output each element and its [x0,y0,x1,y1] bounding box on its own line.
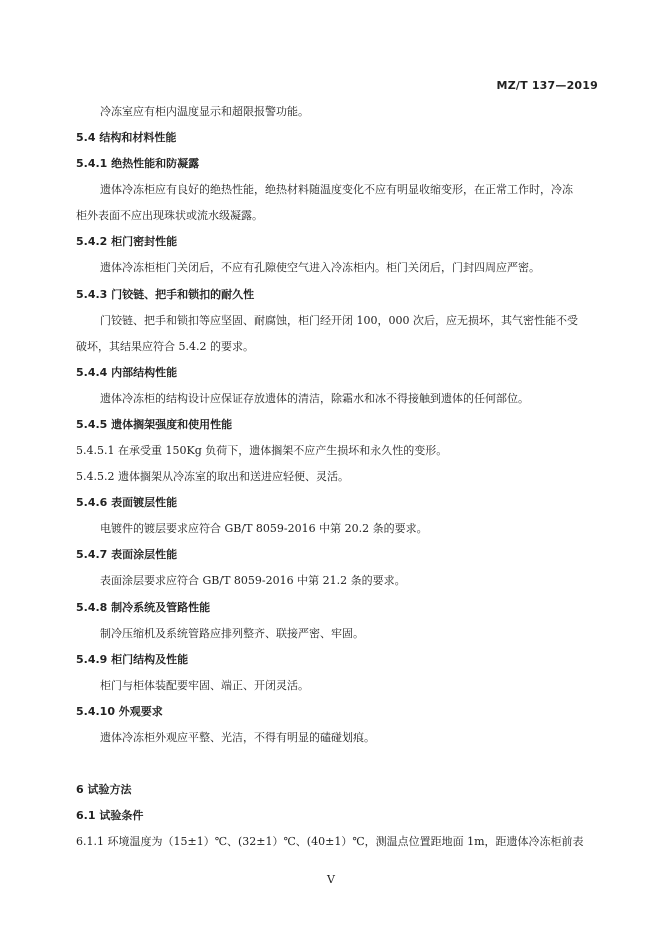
section-heading-5-4-3: 5.4.3 门铰链、把手和锁扣的耐久性 [76,288,255,301]
section-heading-5-4-10: 5.4.10 外观要求 [76,705,163,718]
document-code-header: MZ/T 137—2019 [496,79,598,92]
paragraph-line: 表面涂层要求应符合 GB/T 8059-2016 中第 21.2 条的要求。 [100,574,406,587]
section-heading-5-4-7: 5.4.7 表面涂层性能 [76,548,178,561]
clause-5-4-5-1: 5.4.5.1 在承受重 150Kg 负荷下，遗体搁架不应产生损坏和永久性的变形。 [76,444,448,457]
paragraph-line: 冷冻室应有柜内温度显示和超限报警功能。 [100,105,309,118]
section-heading-5-4-8: 5.4.8 制冷系统及管路性能 [76,601,211,614]
paragraph-line: 柜外表面不应出现珠状或流水级凝露。 [76,209,263,222]
paragraph-line: 柜门与柜体装配要牢固、端正、开闭灵活。 [100,679,309,692]
section-heading-5-4-4: 5.4.4 内部结构性能 [76,366,178,379]
paragraph-line: 电镀件的镀层要求应符合 GB/T 8059-2016 中第 20.2 条的要求。 [100,522,428,535]
section-heading-6-1: 6.1 试验条件 [76,809,144,822]
section-heading-5-4-9: 5.4.9 柜门结构及性能 [76,653,189,666]
paragraph-line: 破坏，其结果应符合 5.4.2 的要求。 [76,340,254,353]
paragraph-line: 遗体冷冻柜外观应平整、光洁，不得有明显的磕碰划痕。 [100,731,375,744]
paragraph-line: 遗体冷冻柜的结构设计应保证存放遗体的清洁，除霜水和冰不得接触到遗体的任何部位。 [100,392,529,405]
paragraph-line: 遗体冷冻柜柜门关闭后，不应有孔隙使空气进入冷冻柜内。柜门关闭后，门封四周应严密。 [100,261,540,274]
paragraph-line: 门铰链、把手和锁扣等应坚固、耐腐蚀，柜门经开闭 100，000 次后，应无损坏，其气密性能不受 [100,314,578,327]
section-heading-5-4: 5.4 结构和材料性能 [76,131,177,144]
page-number: V [327,873,335,886]
clause-6-1-1: 6.1.1 环境温度为（15±1）℃、(32±1）℃、(40±1）℃，测温点位置距地面 1m，距遗体冷冻柜前表 [76,835,584,848]
clause-5-4-5-2: 5.4.5.2 遗体搁架从冷冻室的取出和送进应轻便、灵活。 [76,470,349,483]
paragraph-line: 制冷压缩机及系统管路应排列整齐、联接严密、牢固。 [100,627,364,640]
section-heading-5-4-1: 5.4.1 绝热性能和防凝露 [76,157,200,170]
section-heading-5-4-6: 5.4.6 表面镀层性能 [76,496,178,509]
section-heading-5-4-2: 5.4.2 柜门密封性能 [76,235,178,248]
paragraph-line: 遗体冷冻柜应有良好的绝热性能，绝热材料随温度变化不应有明显收缩变形，在正常工作时，冷冻 [100,183,573,196]
section-heading-6: 6 试验方法 [76,783,132,796]
section-heading-5-4-5: 5.4.5 遗体搁架强度和使用性能 [76,418,233,431]
